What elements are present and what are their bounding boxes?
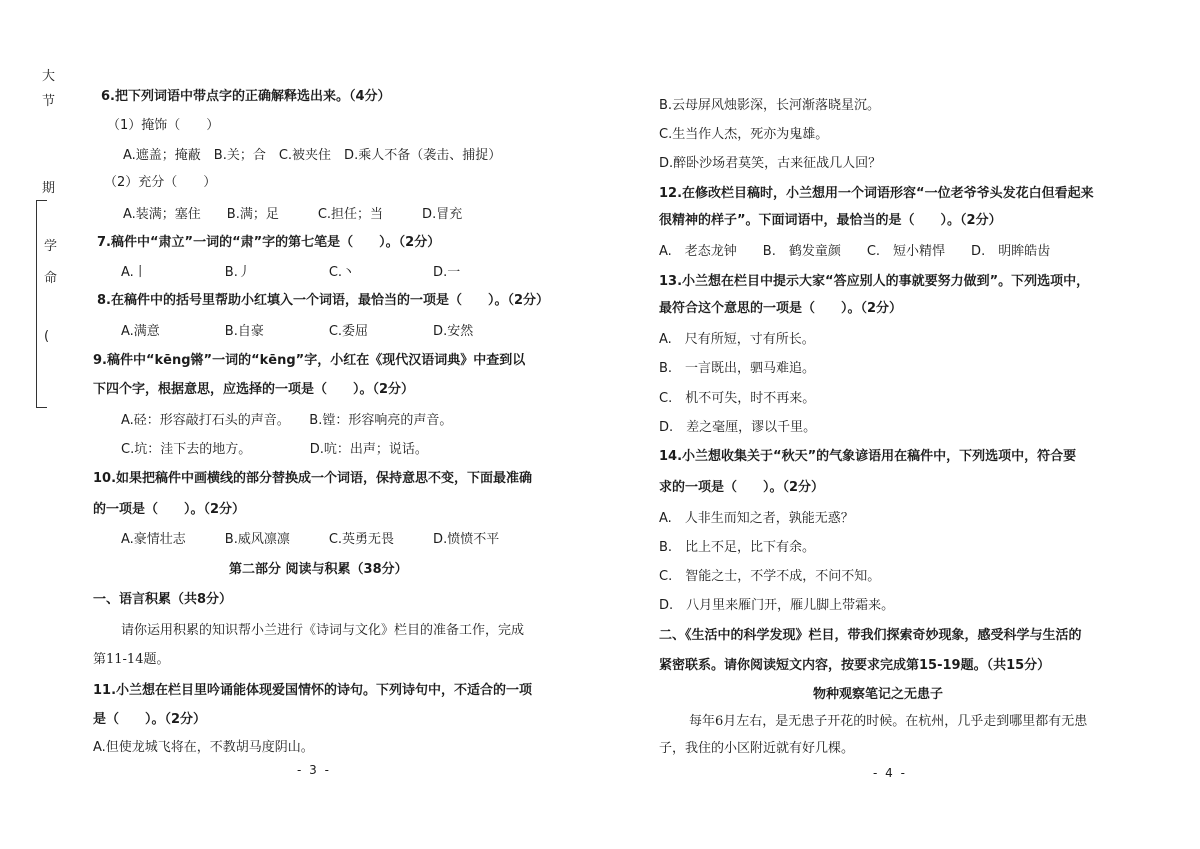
question-14-cont: 求的一项是（ ）。（2分） <box>659 480 825 495</box>
question-14-option-b: B. 比上不足，比下有余。 <box>659 540 816 555</box>
question-9-options-1: A.硁：形容敲打石头的声音。 B.镗：形容响亮的声音。 <box>121 413 453 428</box>
question-13: 13.小兰想在栏目中提示大家“答应别人的事就要努力做到”。下列选项中， <box>659 274 1090 289</box>
binding-bracket <box>36 200 50 408</box>
question-11-option-d: D.醉卧沙场君莫笑，古来征战几人回？ <box>659 156 882 171</box>
section-title-part-2: 第二部分 阅读与积累（38分） <box>229 562 408 577</box>
margin-char: 命 <box>44 271 58 286</box>
question-11-option-a: A.但使龙城飞将在，不教胡马度阴山。 <box>93 740 314 755</box>
question-12: 12.在修改栏目稿时，小兰想用一个词语形容“一位老爷爷头发花白但看起来 <box>659 186 1094 201</box>
question-12-cont: 很精神的样子”。下面词语中，最恰当的是（ ）。（2分） <box>659 213 1002 228</box>
question-11-option-c: C.生当作人杰，死亦为鬼雄。 <box>659 127 829 142</box>
article-paragraph: 子，我住的小区附近就有好几棵。 <box>659 741 855 756</box>
question-13-option-b: B. 一言既出，驷马难追。 <box>659 361 816 376</box>
margin-char: 大 <box>42 69 56 84</box>
instruction-line: 请你运用积累的知识帮小兰进行《诗词与文化》栏目的准备工作，完成 <box>121 623 525 638</box>
question-6-options-1: A.遮盖；掩蔽 B.关；合 C.被夹住 D.乘人不备（袭击、捕捉） <box>123 148 502 163</box>
question-6-options-2: A.装满；塞住 B.满；足 C.担任；当 D.冒充 <box>123 207 463 222</box>
question-10: 10.如果把稿件中画横线的部分替换成一个词语，保持意思不变，下面最准确 <box>93 471 533 486</box>
question-9: 9.稿件中“kēng锵”一词的“kēng”字，小红在《现代汉语词典》中查到以 <box>93 353 526 368</box>
question-10-cont: 的一项是（ ）。（2分） <box>93 502 246 517</box>
question-14-option-a: A. 人非生而知之者，孰能无惑？ <box>659 511 854 526</box>
margin-char: 学 <box>44 239 58 254</box>
article-title: 物种观察笔记之无患子 <box>813 687 944 702</box>
section-science-discovery-cont: 紧密联系。请你阅读短文内容，按要求完成第15-19题。（共15分） <box>659 658 1051 673</box>
question-14-option-c: C. 智能之士，不学不成，不问不知。 <box>659 569 881 584</box>
page-number-right: - 4 - <box>873 766 907 780</box>
question-13-option-a: A. 尺有所短，寸有所长。 <box>659 332 815 347</box>
question-12-options: A. 老态龙钟 B. 鹤发童颜 C. 短小精悍 D. 明眸皓齿 <box>659 244 1051 259</box>
question-11: 11.小兰想在栏目里吟诵能体现爱国情怀的诗句。下列诗句中，不适合的一项 <box>93 683 533 698</box>
question-7-options: A.丨 B.丿 C.丶 D.一 <box>121 265 461 280</box>
question-13-cont: 最符合这个意思的一项是（ ）。（2分） <box>659 301 903 316</box>
question-14-option-d: D. 八月里来雁门开，雁儿脚上带霜来。 <box>659 598 895 613</box>
margin-char: 期 <box>42 181 56 196</box>
margin-char: ( <box>44 329 50 344</box>
question-14: 14.小兰想收集关于“秋天”的气象谚语用在稿件中，下列选项中，符合要 <box>659 449 1077 464</box>
question-11-option-b: B.云母屏风烛影深，长河渐落晓星沉。 <box>659 98 881 113</box>
question-9-cont: 下四个字，根据意思，应选择的一项是（ ）。（2分） <box>93 382 415 397</box>
page-number-left: - 3 - <box>297 763 331 777</box>
question-8-options: A.满意 B.自豪 C.委屈 D.安然 <box>121 324 474 339</box>
instruction-line: 第11-14题。 <box>93 652 170 667</box>
question-11-cont: 是（ ）。（2分） <box>93 712 207 727</box>
question-9-options-2: C.坑：洼下去的地方。 D.吭：出声；说话。 <box>121 442 428 457</box>
question-10-options: A.豪情壮志 B.威风凛凛 C.英勇无畏 D.愤愤不平 <box>121 532 500 547</box>
question-6: 6.把下列词语中带点字的正确解释选出来。（4分） <box>101 89 391 104</box>
question-8: 8.在稿件中的括号里帮助小红填入一个词语，最恰当的一项是（ ）。（2分） <box>97 293 550 308</box>
question-13-option-d: D. 差之毫厘，谬以千里。 <box>659 420 817 435</box>
section-science-discovery: 二、《生活中的科学发现》栏目，带我们探索奇妙现象，感受科学与生活的 <box>659 628 1082 643</box>
section-language-accumulation: 一、语言积累（共8分） <box>93 592 233 607</box>
question-13-option-c: C. 机不可失，时不再来。 <box>659 391 816 406</box>
article-paragraph: 每年6月左右，是无患子开花的时候。在杭州，几乎走到哪里都有无患 <box>689 714 1088 729</box>
question-6-item-2: （2）充分（ ） <box>104 175 217 190</box>
margin-char: 节 <box>42 94 56 109</box>
question-6-item-1: （1）掩饰（ ） <box>107 118 220 133</box>
question-7: 7.稿件中“肃立”一词的“肃”字的第七笔是（ ）。（2分） <box>97 235 441 250</box>
